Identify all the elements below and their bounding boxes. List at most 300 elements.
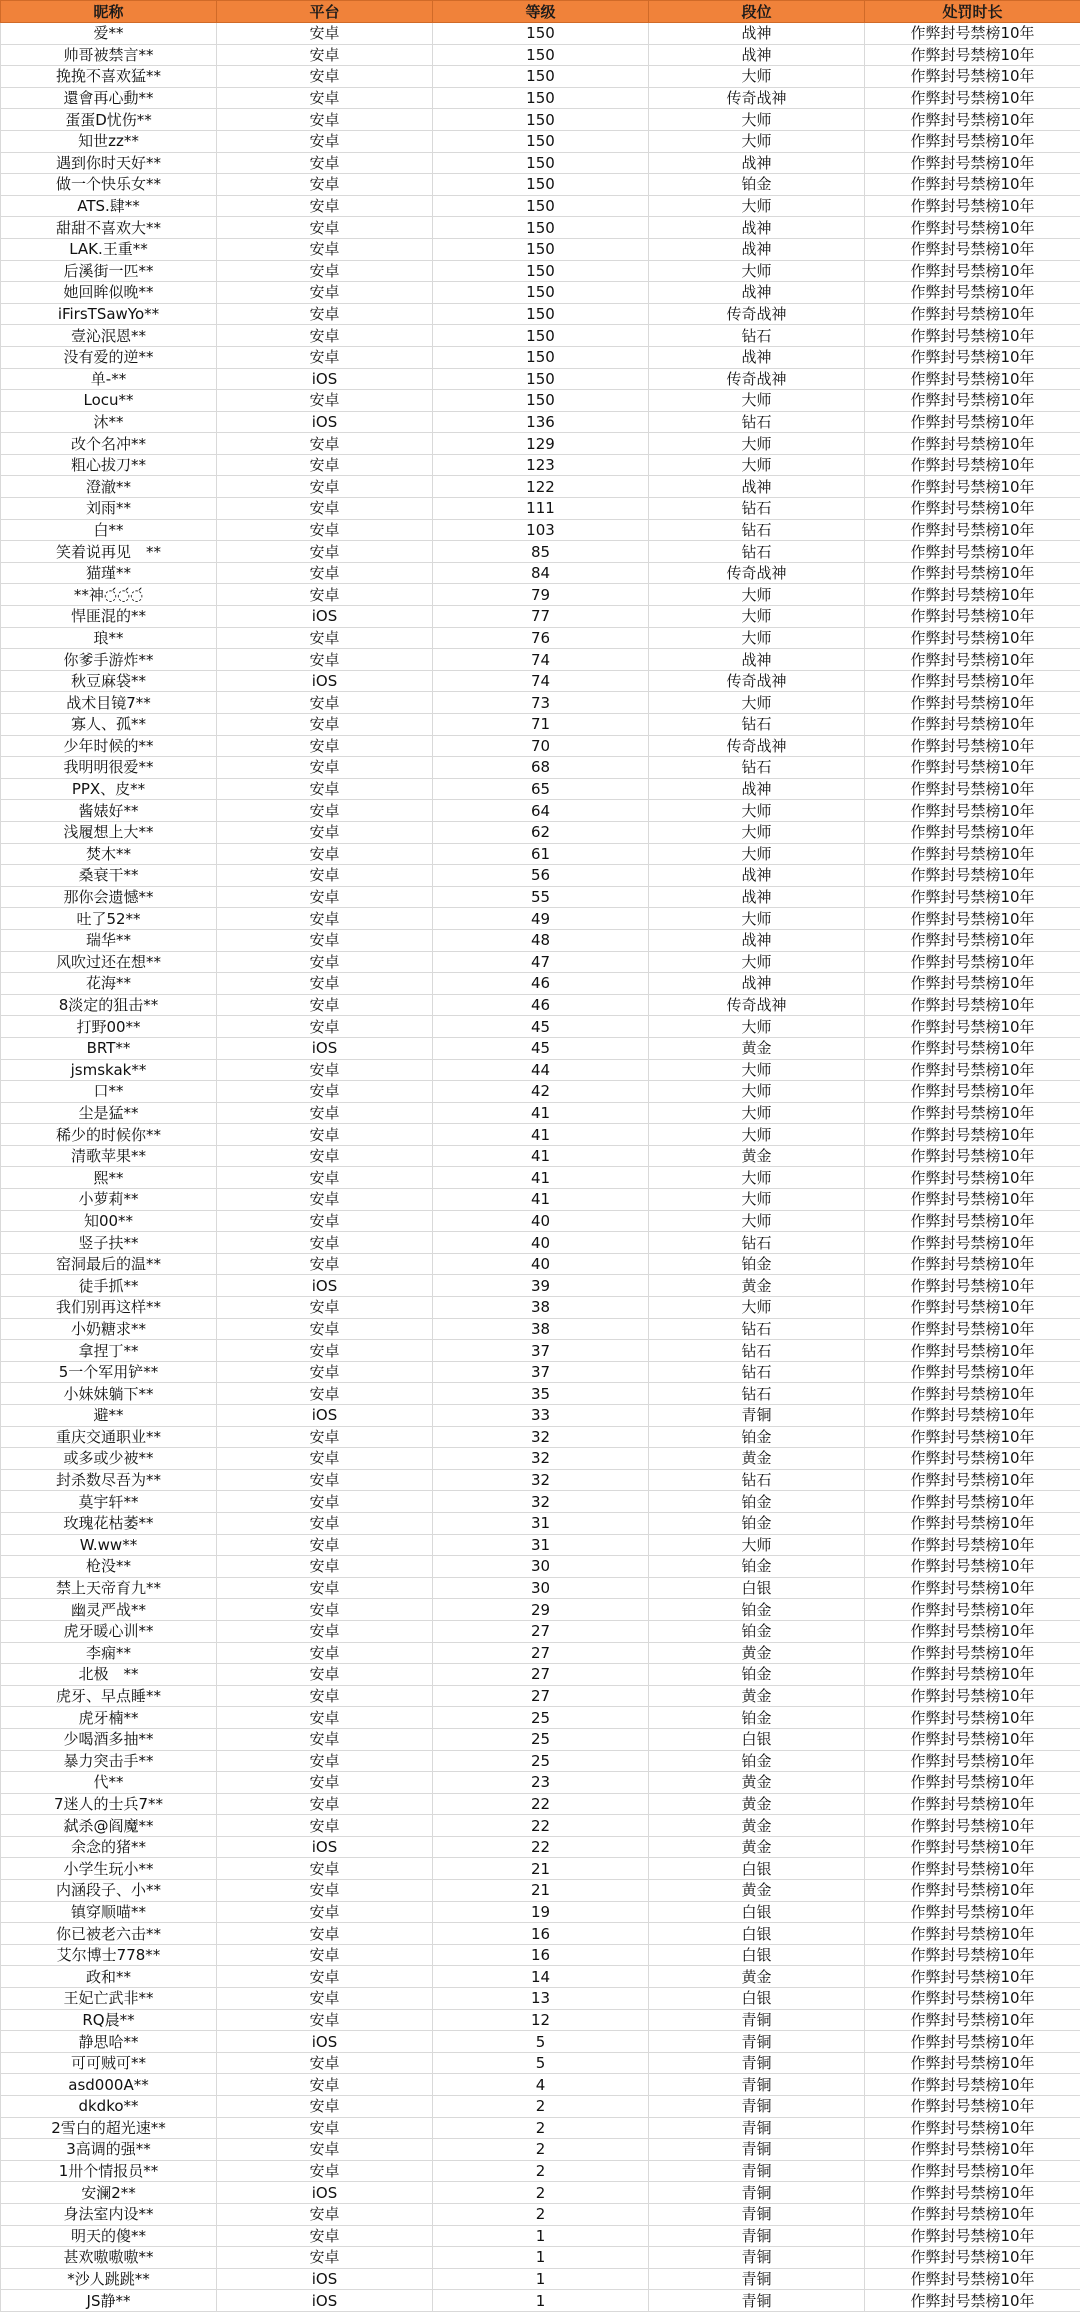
cell-penalty: 作弊封号禁榜10年 — [865, 1318, 1080, 1340]
table-row — [1, 2247, 1080, 2269]
cell-level: 150 — [433, 174, 649, 196]
cell-platform: iOS — [217, 2031, 433, 2053]
table-row — [1, 1858, 1080, 1880]
cell-nickname: 熙** — [1, 1167, 217, 1189]
cell-level: 79 — [433, 584, 649, 606]
table-row — [1, 1448, 1080, 1470]
cell-penalty: 作弊封号禁榜10年 — [865, 2225, 1080, 2247]
header-penalty: 处罚时长 — [865, 1, 1080, 23]
cell-rank: 大师 — [649, 843, 865, 865]
cell-platform: 安卓 — [217, 454, 433, 476]
cell-penalty: 作弊封号禁榜10年 — [865, 1059, 1080, 1081]
cell-rank: 黄金 — [649, 1793, 865, 1815]
cell-platform: 安卓 — [217, 1815, 433, 1837]
cell-penalty: 作弊封号禁榜10年 — [865, 2268, 1080, 2290]
table-row — [1, 1556, 1080, 1578]
cell-level: 25 — [433, 1707, 649, 1729]
table-row — [1, 2117, 1080, 2139]
cell-penalty: 作弊封号禁榜10年 — [865, 476, 1080, 498]
cell-level: 150 — [433, 44, 649, 66]
cell-rank: 战神 — [649, 929, 865, 951]
cell-penalty: 作弊封号禁榜10年 — [865, 2031, 1080, 2053]
cell-penalty: 作弊封号禁榜10年 — [865, 87, 1080, 109]
cell-level: 55 — [433, 886, 649, 908]
cell-rank: 黄金 — [649, 1966, 865, 1988]
table-row — [1, 562, 1080, 584]
table-row — [1, 908, 1080, 930]
cell-nickname: 悍匪混的** — [1, 606, 217, 628]
cell-level: 68 — [433, 757, 649, 779]
cell-nickname: 你爹手游炸** — [1, 649, 217, 671]
cell-platform: iOS — [217, 1275, 433, 1297]
cell-rank: 钻石 — [649, 498, 865, 520]
cell-penalty: 作弊封号禁榜10年 — [865, 325, 1080, 347]
cell-nickname: 2雪白的超光速** — [1, 2117, 217, 2139]
cell-penalty: 作弊封号禁榜10年 — [865, 519, 1080, 541]
cell-rank: 铂金 — [649, 1620, 865, 1642]
table-row — [1, 1016, 1080, 1038]
cell-nickname: 寡人、孤** — [1, 714, 217, 736]
cell-penalty: 作弊封号禁榜10年 — [865, 1016, 1080, 1038]
cell-nickname: 7迷人的士兵7** — [1, 1793, 217, 1815]
cell-nickname: 竖子扶** — [1, 1232, 217, 1254]
cell-platform: 安卓 — [217, 1318, 433, 1340]
cell-nickname: 白** — [1, 519, 217, 541]
cell-platform: 安卓 — [217, 217, 433, 239]
cell-nickname: 桑衰干** — [1, 865, 217, 887]
table-row — [1, 584, 1080, 606]
cell-nickname: 禁上天帝育九** — [1, 1577, 217, 1599]
cell-nickname: 身法室内设** — [1, 2203, 217, 2225]
cell-nickname: 還會再心動** — [1, 87, 217, 109]
table-row — [1, 1210, 1080, 1232]
cell-nickname: 明天的傻** — [1, 2225, 217, 2247]
cell-penalty: 作弊封号禁榜10年 — [865, 973, 1080, 995]
cell-platform: iOS — [217, 606, 433, 628]
cell-level: 38 — [433, 1297, 649, 1319]
cell-penalty: 作弊封号禁榜10年 — [865, 1707, 1080, 1729]
cell-level: 123 — [433, 454, 649, 476]
cell-rank: 白银 — [649, 1923, 865, 1945]
cell-nickname: 枪没** — [1, 1556, 217, 1578]
cell-penalty: 作弊封号禁榜10年 — [865, 1340, 1080, 1362]
cell-level: 62 — [433, 821, 649, 843]
table-row — [1, 1620, 1080, 1642]
cell-nickname: 甜甜不喜欢大** — [1, 217, 217, 239]
cell-rank: 战神 — [649, 346, 865, 368]
cell-penalty: 作弊封号禁榜10年 — [865, 606, 1080, 628]
cell-level: 150 — [433, 260, 649, 282]
cell-rank: 黄金 — [649, 1815, 865, 1837]
cell-platform: 安卓 — [217, 1361, 433, 1383]
cell-level: 74 — [433, 649, 649, 671]
cell-platform: 安卓 — [217, 714, 433, 736]
cell-nickname: 玫瑰花枯萎** — [1, 1512, 217, 1534]
cell-penalty: 作弊封号禁榜10年 — [865, 584, 1080, 606]
cell-penalty: 作弊封号禁榜10年 — [865, 1297, 1080, 1319]
cell-nickname: 可可贼可** — [1, 2052, 217, 2074]
cell-penalty: 作弊封号禁榜10年 — [865, 735, 1080, 757]
cell-platform: 安卓 — [217, 843, 433, 865]
cell-nickname: 那你会遗憾** — [1, 886, 217, 908]
table-row — [1, 152, 1080, 174]
table-row — [1, 1944, 1080, 1966]
cell-level: 150 — [433, 130, 649, 152]
cell-platform: 安卓 — [217, 152, 433, 174]
cell-nickname: 虎牙楠** — [1, 1707, 217, 1729]
cell-rank: 青铜 — [649, 2247, 865, 2269]
cell-platform: iOS — [217, 1405, 433, 1427]
cell-platform: 安卓 — [217, 951, 433, 973]
cell-penalty: 作弊封号禁榜10年 — [865, 238, 1080, 260]
cell-nickname: 莫宇轩** — [1, 1491, 217, 1513]
cell-platform: iOS — [217, 368, 433, 390]
table-row — [1, 627, 1080, 649]
cell-rank: 钻石 — [649, 1361, 865, 1383]
table-row — [1, 2225, 1080, 2247]
cell-penalty: 作弊封号禁榜10年 — [865, 1944, 1080, 1966]
cell-level: 32 — [433, 1469, 649, 1491]
cell-nickname: ATS.肆** — [1, 195, 217, 217]
cell-platform: 安卓 — [217, 1966, 433, 1988]
table-row — [1, 2139, 1080, 2161]
cell-penalty: 作弊封号禁榜10年 — [865, 1620, 1080, 1642]
table-row — [1, 390, 1080, 412]
cell-rank: 战神 — [649, 152, 865, 174]
cell-level: 40 — [433, 1232, 649, 1254]
cell-platform: 安卓 — [217, 2074, 433, 2096]
cell-rank: 铂金 — [649, 1556, 865, 1578]
cell-level: 42 — [433, 1081, 649, 1103]
cell-nickname: LAK.王重** — [1, 238, 217, 260]
table-row — [1, 1988, 1080, 2010]
cell-nickname: 清歌苹果** — [1, 1145, 217, 1167]
table-row — [1, 821, 1080, 843]
cell-penalty: 作弊封号禁榜10年 — [865, 1512, 1080, 1534]
cell-platform: 安卓 — [217, 1620, 433, 1642]
table-row — [1, 714, 1080, 736]
cell-penalty: 作弊封号禁榜10年 — [865, 757, 1080, 779]
cell-level: 2 — [433, 2203, 649, 2225]
cell-penalty: 作弊封号禁榜10年 — [865, 390, 1080, 412]
cell-nickname: 打野00** — [1, 1016, 217, 1038]
cell-platform: iOS — [217, 1836, 433, 1858]
cell-platform: 安卓 — [217, 1577, 433, 1599]
cell-level: 64 — [433, 800, 649, 822]
cell-rank: 青铜 — [649, 2009, 865, 2031]
cell-platform: 安卓 — [217, 908, 433, 930]
cell-level: 44 — [433, 1059, 649, 1081]
cell-level: 49 — [433, 908, 649, 930]
cell-platform: 安卓 — [217, 1253, 433, 1275]
table-row — [1, 2096, 1080, 2118]
cell-level: 2 — [433, 2160, 649, 2182]
cell-platform: 安卓 — [217, 325, 433, 347]
cell-platform: iOS — [217, 2290, 433, 2312]
table-row — [1, 1405, 1080, 1427]
cell-penalty: 作弊封号禁榜10年 — [865, 908, 1080, 930]
table-row — [1, 1426, 1080, 1448]
cell-level: 150 — [433, 282, 649, 304]
cell-penalty: 作弊封号禁榜10年 — [865, 1577, 1080, 1599]
table-row — [1, 757, 1080, 779]
cell-rank: 大师 — [649, 584, 865, 606]
cell-platform: 安卓 — [217, 1297, 433, 1319]
cell-nickname: 少喝酒多抽** — [1, 1728, 217, 1750]
cell-level: 30 — [433, 1577, 649, 1599]
cell-level: 74 — [433, 670, 649, 692]
cell-level: 37 — [433, 1361, 649, 1383]
table-row — [1, 1815, 1080, 1837]
cell-level: 4 — [433, 2074, 649, 2096]
cell-penalty: 作弊封号禁榜10年 — [865, 1685, 1080, 1707]
cell-nickname: 稀少的时候你** — [1, 1124, 217, 1146]
cell-rank: 战神 — [649, 282, 865, 304]
cell-platform: 安卓 — [217, 1448, 433, 1470]
cell-rank: 钻石 — [649, 519, 865, 541]
table-row — [1, 282, 1080, 304]
cell-rank: 青铜 — [649, 2074, 865, 2096]
cell-nickname: BRT** — [1, 1037, 217, 1059]
cell-level: 1 — [433, 2268, 649, 2290]
cell-rank: 钻石 — [649, 325, 865, 347]
cell-nickname: 没有爱的逆** — [1, 346, 217, 368]
cell-rank: 传奇战神 — [649, 303, 865, 325]
cell-level: 150 — [433, 390, 649, 412]
cell-level: 23 — [433, 1772, 649, 1794]
cell-platform: 安卓 — [217, 627, 433, 649]
cell-nickname: 窑洞最后的温** — [1, 1253, 217, 1275]
cell-rank: 青铜 — [649, 1405, 865, 1427]
cell-level: 150 — [433, 87, 649, 109]
table-row — [1, 1772, 1080, 1794]
cell-penalty: 作弊封号禁榜10年 — [865, 1102, 1080, 1124]
cell-nickname: 1卅个情报员** — [1, 2160, 217, 2182]
cell-nickname: 挽挽不喜欢猛** — [1, 66, 217, 88]
cell-rank: 钻石 — [649, 757, 865, 779]
cell-nickname: 虎牙暖心训** — [1, 1620, 217, 1642]
table-row — [1, 325, 1080, 347]
cell-platform: 安卓 — [217, 757, 433, 779]
cell-penalty: 作弊封号禁榜10年 — [865, 109, 1080, 131]
cell-rank: 大师 — [649, 821, 865, 843]
cell-nickname: 知世zz** — [1, 130, 217, 152]
cell-platform: 安卓 — [217, 303, 433, 325]
cell-rank: 战神 — [649, 886, 865, 908]
cell-nickname: 小妹妹躺下** — [1, 1383, 217, 1405]
cell-platform: 安卓 — [217, 498, 433, 520]
cell-rank: 传奇战神 — [649, 670, 865, 692]
table-row — [1, 886, 1080, 908]
cell-level: 46 — [433, 973, 649, 995]
cell-penalty: 作弊封号禁榜10年 — [865, 843, 1080, 865]
cell-nickname: 单-** — [1, 368, 217, 390]
cell-penalty: 作弊封号禁榜10年 — [865, 1858, 1080, 1880]
cell-level: 25 — [433, 1750, 649, 1772]
cell-nickname: 浅履想上大** — [1, 821, 217, 843]
cell-penalty: 作弊封号禁榜10年 — [865, 1534, 1080, 1556]
cell-rank: 大师 — [649, 627, 865, 649]
cell-level: 2 — [433, 2139, 649, 2161]
cell-platform: 安卓 — [217, 1491, 433, 1513]
table-row — [1, 1145, 1080, 1167]
cell-rank: 钻石 — [649, 1340, 865, 1362]
cell-level: 84 — [433, 562, 649, 584]
cell-platform: 安卓 — [217, 44, 433, 66]
table-row — [1, 1577, 1080, 1599]
table-row — [1, 1189, 1080, 1211]
cell-platform: 安卓 — [217, 1210, 433, 1232]
cell-rank: 传奇战神 — [649, 87, 865, 109]
cell-nickname: 吐了52** — [1, 908, 217, 930]
cell-platform: 安卓 — [217, 1167, 433, 1189]
cell-penalty: 作弊封号禁榜10年 — [865, 2203, 1080, 2225]
cell-rank: 钻石 — [649, 411, 865, 433]
cell-level: 41 — [433, 1102, 649, 1124]
cell-nickname: asd000A** — [1, 2074, 217, 2096]
cell-nickname: 3高调的强** — [1, 2139, 217, 2161]
cell-rank: 传奇战神 — [649, 368, 865, 390]
table-row — [1, 1685, 1080, 1707]
table-row — [1, 929, 1080, 951]
cell-nickname: 遇到你时天好** — [1, 152, 217, 174]
cell-nickname: dkdko** — [1, 2096, 217, 2118]
table-row — [1, 1340, 1080, 1362]
cell-nickname: 尘是猛** — [1, 1102, 217, 1124]
table-row — [1, 1966, 1080, 1988]
cell-level: 150 — [433, 368, 649, 390]
cell-penalty: 作弊封号禁榜10年 — [865, 1815, 1080, 1837]
cell-rank: 黄金 — [649, 1037, 865, 1059]
cell-level: 150 — [433, 325, 649, 347]
cell-penalty: 作弊封号禁榜10年 — [865, 2160, 1080, 2182]
cell-level: 39 — [433, 1275, 649, 1297]
cell-penalty: 作弊封号禁榜10年 — [865, 1750, 1080, 1772]
cell-penalty: 作弊封号禁榜10年 — [865, 1081, 1080, 1103]
cell-level: 31 — [433, 1534, 649, 1556]
cell-nickname: 代** — [1, 1772, 217, 1794]
table-row — [1, 1275, 1080, 1297]
cell-nickname: *沙人跳跳** — [1, 2268, 217, 2290]
cell-platform: 安卓 — [217, 1923, 433, 1945]
table-row — [1, 1383, 1080, 1405]
cell-penalty: 作弊封号禁榜10年 — [865, 303, 1080, 325]
cell-level: 37 — [433, 1340, 649, 1362]
cell-level: 16 — [433, 1923, 649, 1945]
cell-penalty: 作弊封号禁榜10年 — [865, 130, 1080, 152]
cell-platform: 安卓 — [217, 433, 433, 455]
cell-platform: 安卓 — [217, 23, 433, 45]
cell-platform: 安卓 — [217, 2139, 433, 2161]
cell-nickname: 虎牙、早点睡** — [1, 1685, 217, 1707]
cell-platform: 安卓 — [217, 1858, 433, 1880]
cell-platform: 安卓 — [217, 174, 433, 196]
cell-level: 150 — [433, 195, 649, 217]
cell-penalty: 作弊封号禁榜10年 — [865, 778, 1080, 800]
cell-rank: 战神 — [649, 23, 865, 45]
cell-platform: 安卓 — [217, 2009, 433, 2031]
cell-nickname: RQ晨** — [1, 2009, 217, 2031]
cell-level: 32 — [433, 1426, 649, 1448]
cell-penalty: 作弊封号禁榜10年 — [865, 2052, 1080, 2074]
cell-rank: 铂金 — [649, 1664, 865, 1686]
cell-penalty: 作弊封号禁榜10年 — [865, 800, 1080, 822]
cell-level: 33 — [433, 1405, 649, 1427]
cell-level: 41 — [433, 1167, 649, 1189]
cell-penalty: 作弊封号禁榜10年 — [865, 44, 1080, 66]
cell-level: 136 — [433, 411, 649, 433]
cell-rank: 战神 — [649, 217, 865, 239]
cell-nickname: 花海** — [1, 973, 217, 995]
cell-platform: iOS — [217, 2182, 433, 2204]
cell-penalty: 作弊封号禁榜10年 — [865, 174, 1080, 196]
cell-penalty: 作弊封号禁榜10年 — [865, 282, 1080, 304]
cell-nickname: 澄澈** — [1, 476, 217, 498]
table-row — [1, 1750, 1080, 1772]
cell-rank: 青铜 — [649, 2290, 865, 2312]
cell-level: 73 — [433, 692, 649, 714]
cell-level: 1 — [433, 2290, 649, 2312]
table-row — [1, 66, 1080, 88]
cell-penalty: 作弊封号禁榜10年 — [865, 1556, 1080, 1578]
cell-rank: 大师 — [649, 800, 865, 822]
cell-platform: 安卓 — [217, 1081, 433, 1103]
cell-penalty: 作弊封号禁榜10年 — [865, 433, 1080, 455]
cell-penalty: 作弊封号禁榜10年 — [865, 2117, 1080, 2139]
cell-penalty: 作弊封号禁榜10年 — [865, 2096, 1080, 2118]
cell-level: 150 — [433, 303, 649, 325]
cell-platform: 安卓 — [217, 1059, 433, 1081]
cell-rank: 白银 — [649, 1858, 865, 1880]
cell-nickname: 封杀数尽吾为** — [1, 1469, 217, 1491]
cell-penalty: 作弊封号禁榜10年 — [865, 346, 1080, 368]
cell-rank: 青铜 — [649, 2052, 865, 2074]
table-row — [1, 2009, 1080, 2031]
cell-level: 27 — [433, 1664, 649, 1686]
table-row — [1, 1664, 1080, 1686]
cell-level: 16 — [433, 1944, 649, 1966]
cell-penalty: 作弊封号禁榜10年 — [865, 1383, 1080, 1405]
cell-nickname: 安澜2** — [1, 2182, 217, 2204]
cell-rank: 白银 — [649, 1577, 865, 1599]
cell-rank: 大师 — [649, 390, 865, 412]
cell-rank: 大师 — [649, 1189, 865, 1211]
table-row — [1, 951, 1080, 973]
table-row — [1, 2203, 1080, 2225]
cell-nickname: 北极 ** — [1, 1664, 217, 1686]
cell-nickname: 我明明很爱** — [1, 757, 217, 779]
table-row — [1, 1059, 1080, 1081]
table-row — [1, 1037, 1080, 1059]
cell-nickname: 刘雨** — [1, 498, 217, 520]
cell-level: 27 — [433, 1620, 649, 1642]
cell-platform: 安卓 — [217, 1988, 433, 2010]
cell-rank: 黄金 — [649, 1772, 865, 1794]
cell-penalty: 作弊封号禁榜10年 — [865, 1664, 1080, 1686]
cell-rank: 铂金 — [649, 1426, 865, 1448]
cell-platform: 安卓 — [217, 778, 433, 800]
cell-platform: 安卓 — [217, 1707, 433, 1729]
cell-penalty: 作弊封号禁榜10年 — [865, 929, 1080, 951]
cell-penalty: 作弊封号禁榜10年 — [865, 994, 1080, 1016]
cell-penalty: 作弊封号禁榜10年 — [865, 1405, 1080, 1427]
table-row — [1, 800, 1080, 822]
cell-rank: 战神 — [649, 973, 865, 995]
cell-rank: 钻石 — [649, 1318, 865, 1340]
cell-platform: 安卓 — [217, 1383, 433, 1405]
cell-rank: 大师 — [649, 1210, 865, 1232]
cell-penalty: 作弊封号禁榜10年 — [865, 1189, 1080, 1211]
